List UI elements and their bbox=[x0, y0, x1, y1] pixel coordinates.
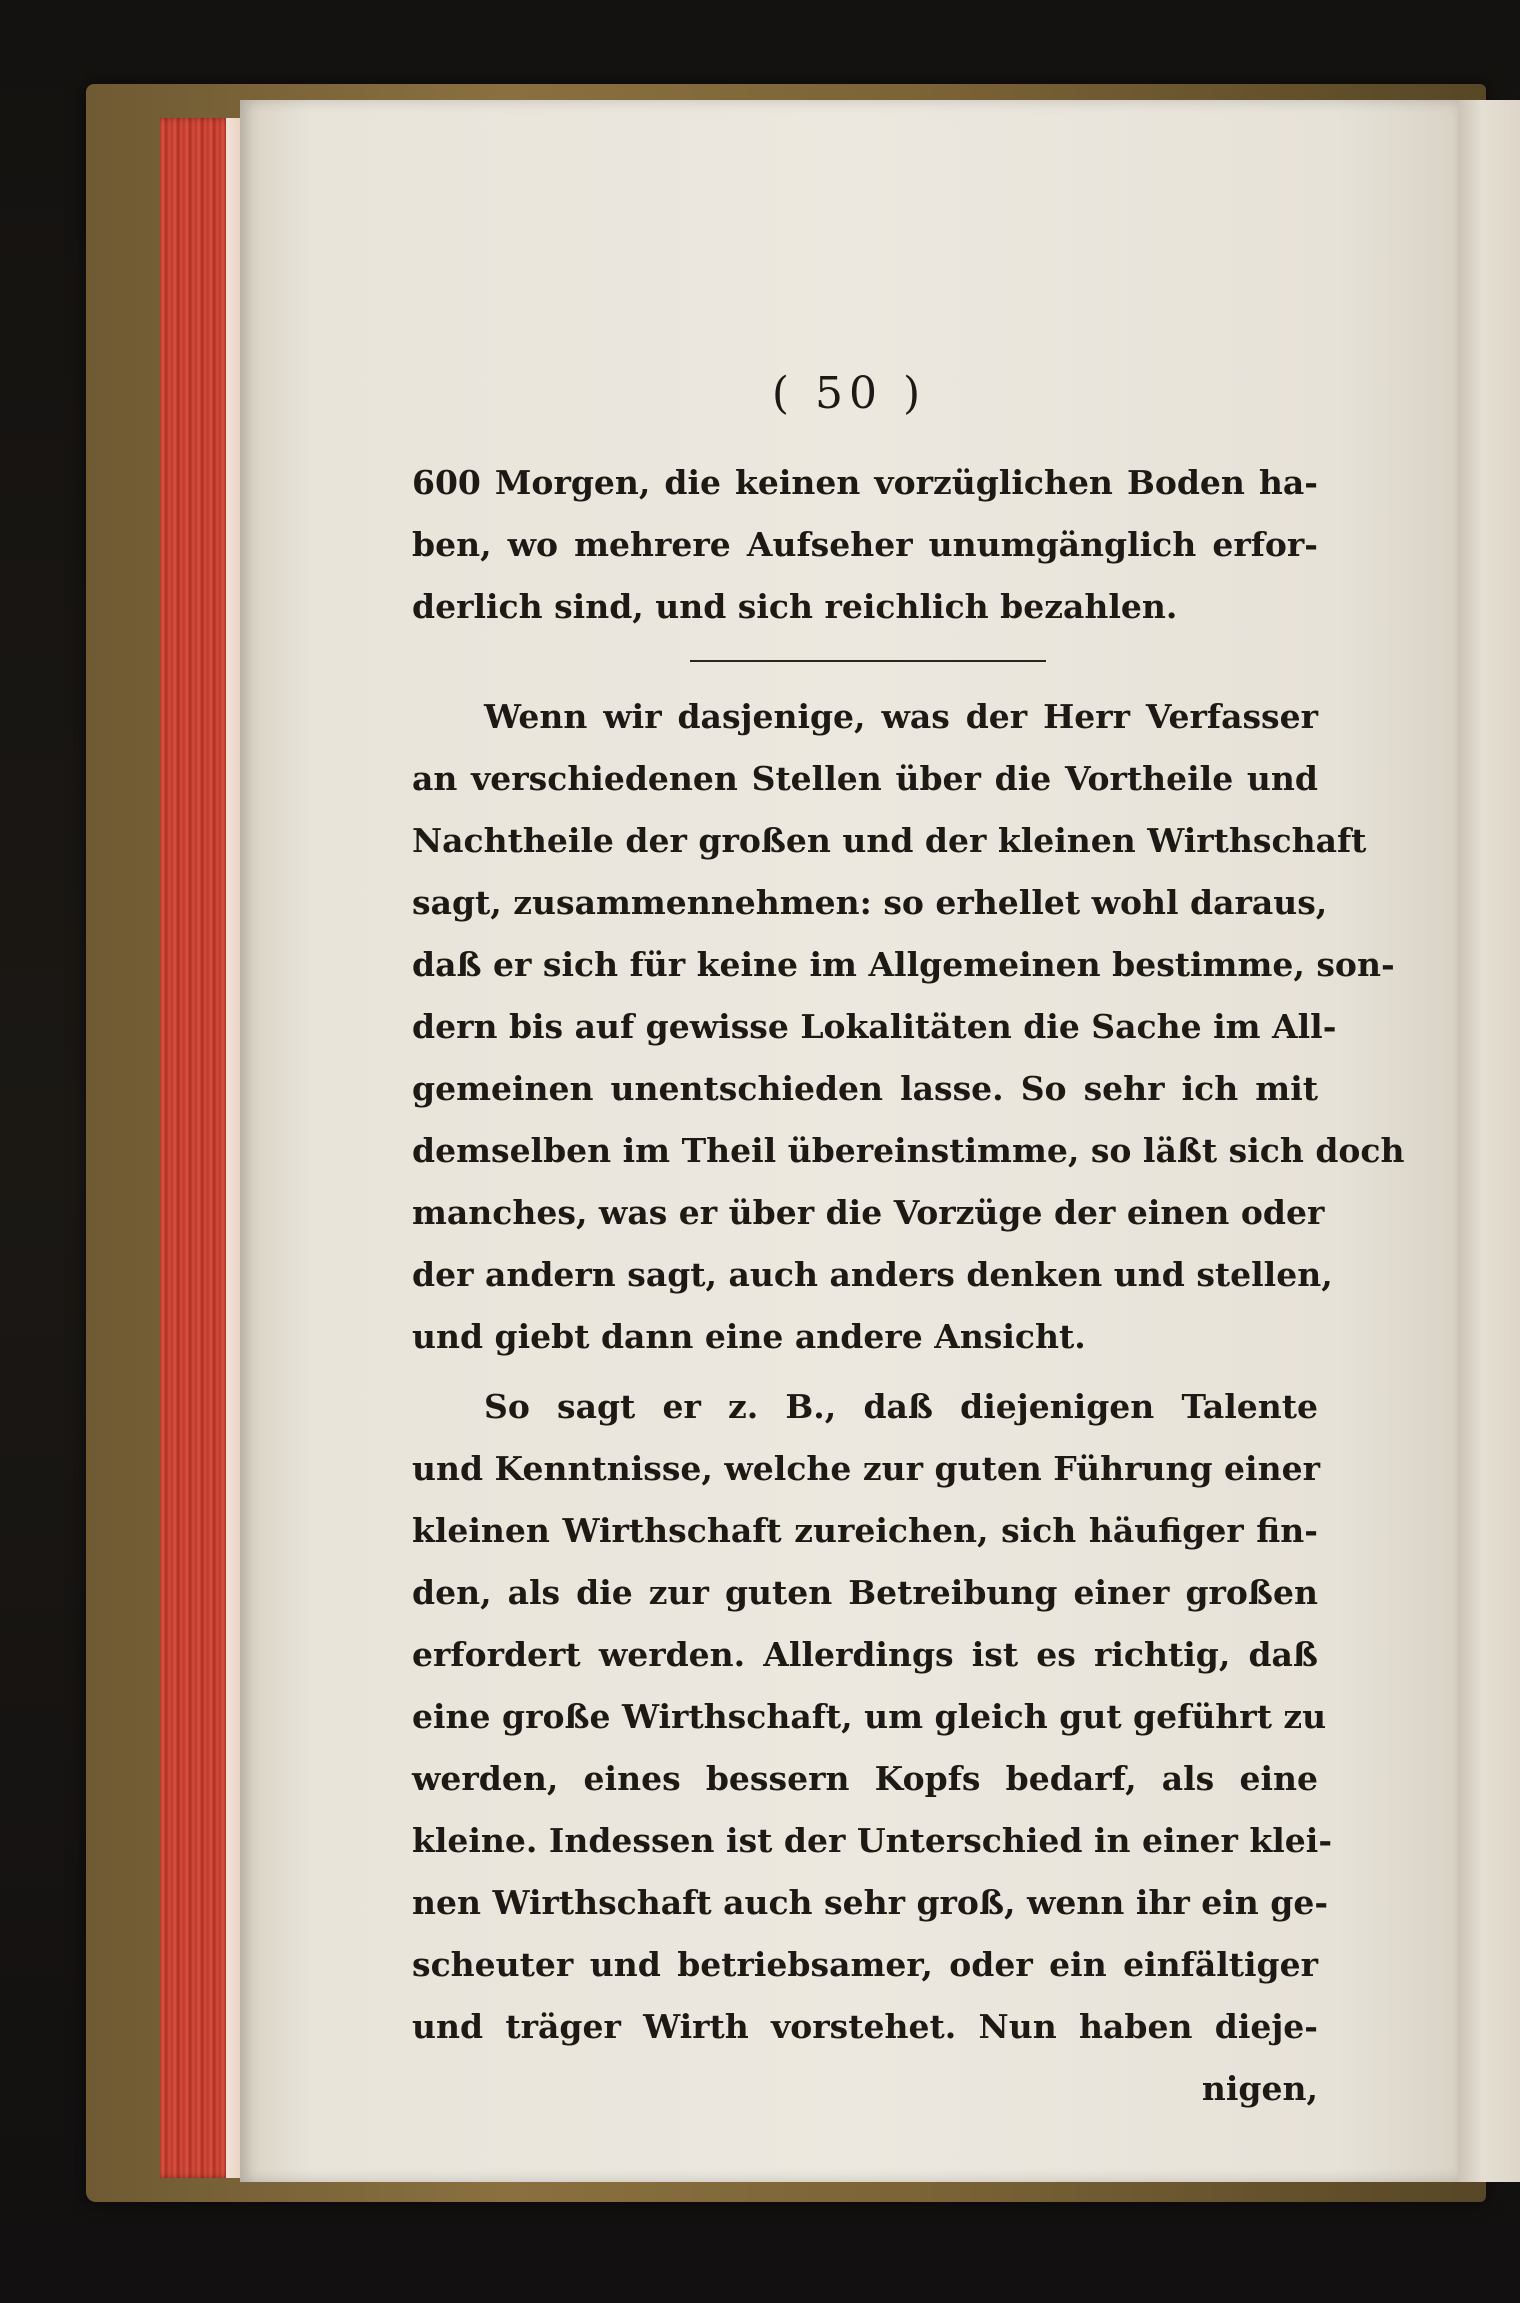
text-line: Wenn wir dasjenige, was der Herr Verfasser bbox=[484, 697, 1318, 736]
text-line: und giebt dann eine andere Ansicht. bbox=[412, 1317, 1086, 1356]
paragraph-so-sagt-er bbox=[412, 1376, 1333, 2120]
text-line: den, als die zur guten Betreibung einer großen bbox=[412, 1573, 1318, 1612]
text-line: demselben im Theil übereinstimme, so läßt sich doch bbox=[412, 1131, 1405, 1170]
text-line: nen Wirthschaft auch sehr groß, wenn ihr ein ge- bbox=[412, 1883, 1329, 1922]
text-line: derlich sind, und sich reichlich bezahlen. bbox=[412, 587, 1178, 626]
text-line: der andern sagt, auch anders denken und stellen, bbox=[412, 1255, 1333, 1294]
text-line: ben, wo mehrere Aufseher unumgänglich erfor- bbox=[412, 525, 1318, 564]
text-line: Nachtheile der großen und der kleinen Wirthschaft bbox=[412, 821, 1367, 860]
paragraph-wenn-wir bbox=[412, 686, 1405, 1368]
catchword: nigen, bbox=[1201, 2069, 1318, 2108]
text-line: eine große Wirthschaft, um gleich gut geführt zu bbox=[412, 1697, 1327, 1736]
text-line: erfordert werden. Allerdings ist es richtig, daß bbox=[412, 1635, 1318, 1674]
text-line: dern bis auf gewisse Lokalitäten die Sache im All- bbox=[412, 1007, 1337, 1046]
page-number: ( 50 ) bbox=[771, 368, 927, 419]
text-line: 600 Morgen, die keinen vorzüglichen Boden ha- bbox=[412, 463, 1318, 502]
text-line: So sagt er z. B., daß diejenigen Talente bbox=[484, 1387, 1318, 1426]
text-line: und Kenntnisse, welche zur guten Führung einer bbox=[412, 1449, 1320, 1488]
paragraph-continuation bbox=[412, 452, 1318, 638]
section-divider-rule bbox=[690, 660, 1046, 662]
text-line: sagt, zusammennehmen: so erhellet wohl daraus, bbox=[412, 883, 1328, 922]
text-line: kleine. Indessen ist der Unterschied in einer klei- bbox=[412, 1821, 1333, 1860]
text-line: werden, eines bessern Kopfs bedarf, als eine bbox=[412, 1759, 1318, 1798]
facing-page-edge bbox=[1458, 100, 1520, 2182]
text-line: an verschiedenen Stellen über die Vortheile und bbox=[412, 759, 1318, 798]
text-line: manches, was er über die Vorzüge der einen oder bbox=[412, 1193, 1325, 1232]
text-line: kleinen Wirthschaft zureichen, sich häufiger fin- bbox=[412, 1511, 1318, 1550]
text-line: scheuter und betriebsamer, oder ein einfältiger bbox=[412, 1945, 1318, 1984]
text-line: gemeinen unentschieden lasse. So sehr ich mit bbox=[412, 1069, 1318, 1108]
text-line: daß er sich für keine im Allgemeinen bestimme, son- bbox=[412, 945, 1395, 984]
book-page bbox=[240, 100, 1458, 2182]
text-line: und träger Wirth vorstehet. Nun haben dieje- bbox=[412, 2007, 1318, 2046]
